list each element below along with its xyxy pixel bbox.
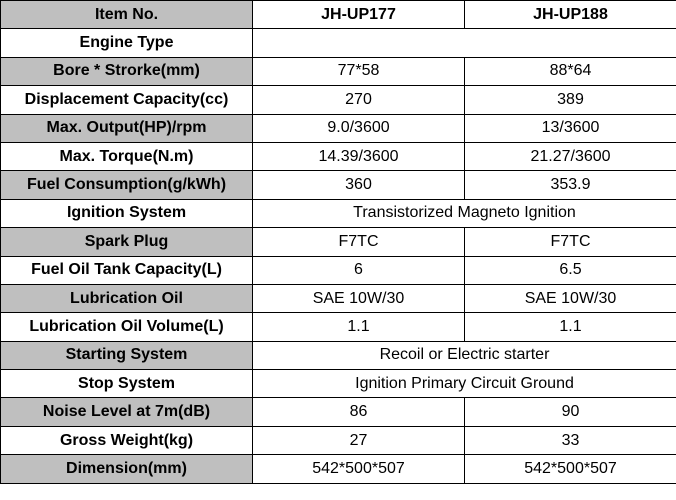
model-header-2: JH-UP188 [465, 1, 676, 29]
table-row [1, 341, 676, 369]
row-label: Engine Type [1, 29, 253, 57]
row-label: Ignition System [1, 199, 253, 227]
row-value-model-1: SAE 10W/30 [253, 284, 465, 312]
row-value-model-2: SAE 10W/30 [465, 284, 676, 312]
row-label: Stop System [1, 370, 253, 398]
header-row [1, 1, 676, 29]
table-row [1, 171, 676, 199]
row-value-model-2: 88*64 [465, 57, 676, 85]
table-row [1, 370, 676, 398]
table-row [1, 284, 676, 312]
row-value-model-1: 360 [253, 171, 465, 199]
row-value-merged: Transistorized Magneto Ignition [253, 199, 676, 227]
row-value-model-1: 9.0/3600 [253, 114, 465, 142]
row-value-model-1: 1.1 [253, 313, 465, 341]
table-row [1, 29, 676, 57]
row-label: Lubrication Oil [1, 284, 253, 312]
row-value-model-1: 270 [253, 86, 465, 114]
row-value-model-2: 353.9 [465, 171, 676, 199]
table-row [1, 57, 676, 85]
row-value-merged [253, 29, 676, 57]
row-label: Max. Torque(N.m) [1, 142, 253, 170]
row-value-model-2: 6.5 [465, 256, 676, 284]
spec-body [1, 29, 676, 483]
row-value-model-1: 14.39/3600 [253, 142, 465, 170]
item-no-header: Item No. [1, 1, 253, 29]
table-row [1, 398, 676, 426]
row-label: Displacement Capacity(cc) [1, 86, 253, 114]
row-label: Bore * Strorke(mm) [1, 57, 253, 85]
row-label: Fuel Consumption(g/kWh) [1, 171, 253, 199]
table-row [1, 426, 676, 454]
row-value-model-2: F7TC [465, 228, 676, 256]
row-label: Fuel Oil Tank Capacity(L) [1, 256, 253, 284]
table-row [1, 86, 676, 114]
row-label: Noise Level at 7m(dB) [1, 398, 253, 426]
table-row [1, 142, 676, 170]
row-value-model-2: 33 [465, 426, 676, 454]
table-row [1, 455, 676, 483]
row-value-model-2: 13/3600 [465, 114, 676, 142]
row-value-model-2: 1.1 [465, 313, 676, 341]
row-value-merged: Recoil or Electric starter [253, 341, 676, 369]
row-value-model-2: 21.27/3600 [465, 142, 676, 170]
row-value-model-2: 389 [465, 86, 676, 114]
row-value-model-1: 6 [253, 256, 465, 284]
model-header-1: JH-UP177 [253, 1, 465, 29]
row-label: Starting System [1, 341, 253, 369]
row-value-model-1: 27 [253, 426, 465, 454]
row-label: Dimension(mm) [1, 455, 253, 483]
table-row [1, 114, 676, 142]
table-row [1, 256, 676, 284]
row-value-model-1: 542*500*507 [253, 455, 465, 483]
row-value-model-1: F7TC [253, 228, 465, 256]
row-label: Spark Plug [1, 228, 253, 256]
row-value-model-2: 90 [465, 398, 676, 426]
table-row [1, 228, 676, 256]
row-value-model-1: 86 [253, 398, 465, 426]
row-label: Max. Output(HP)/rpm [1, 114, 253, 142]
table-row [1, 313, 676, 341]
row-label: Gross Weight(kg) [1, 426, 253, 454]
table-row [1, 199, 676, 227]
row-value-model-1: 77*58 [253, 57, 465, 85]
row-label: Lubrication Oil Volume(L) [1, 313, 253, 341]
row-value-model-2: 542*500*507 [465, 455, 676, 483]
row-value-merged: Ignition Primary Circuit Ground [253, 370, 676, 398]
